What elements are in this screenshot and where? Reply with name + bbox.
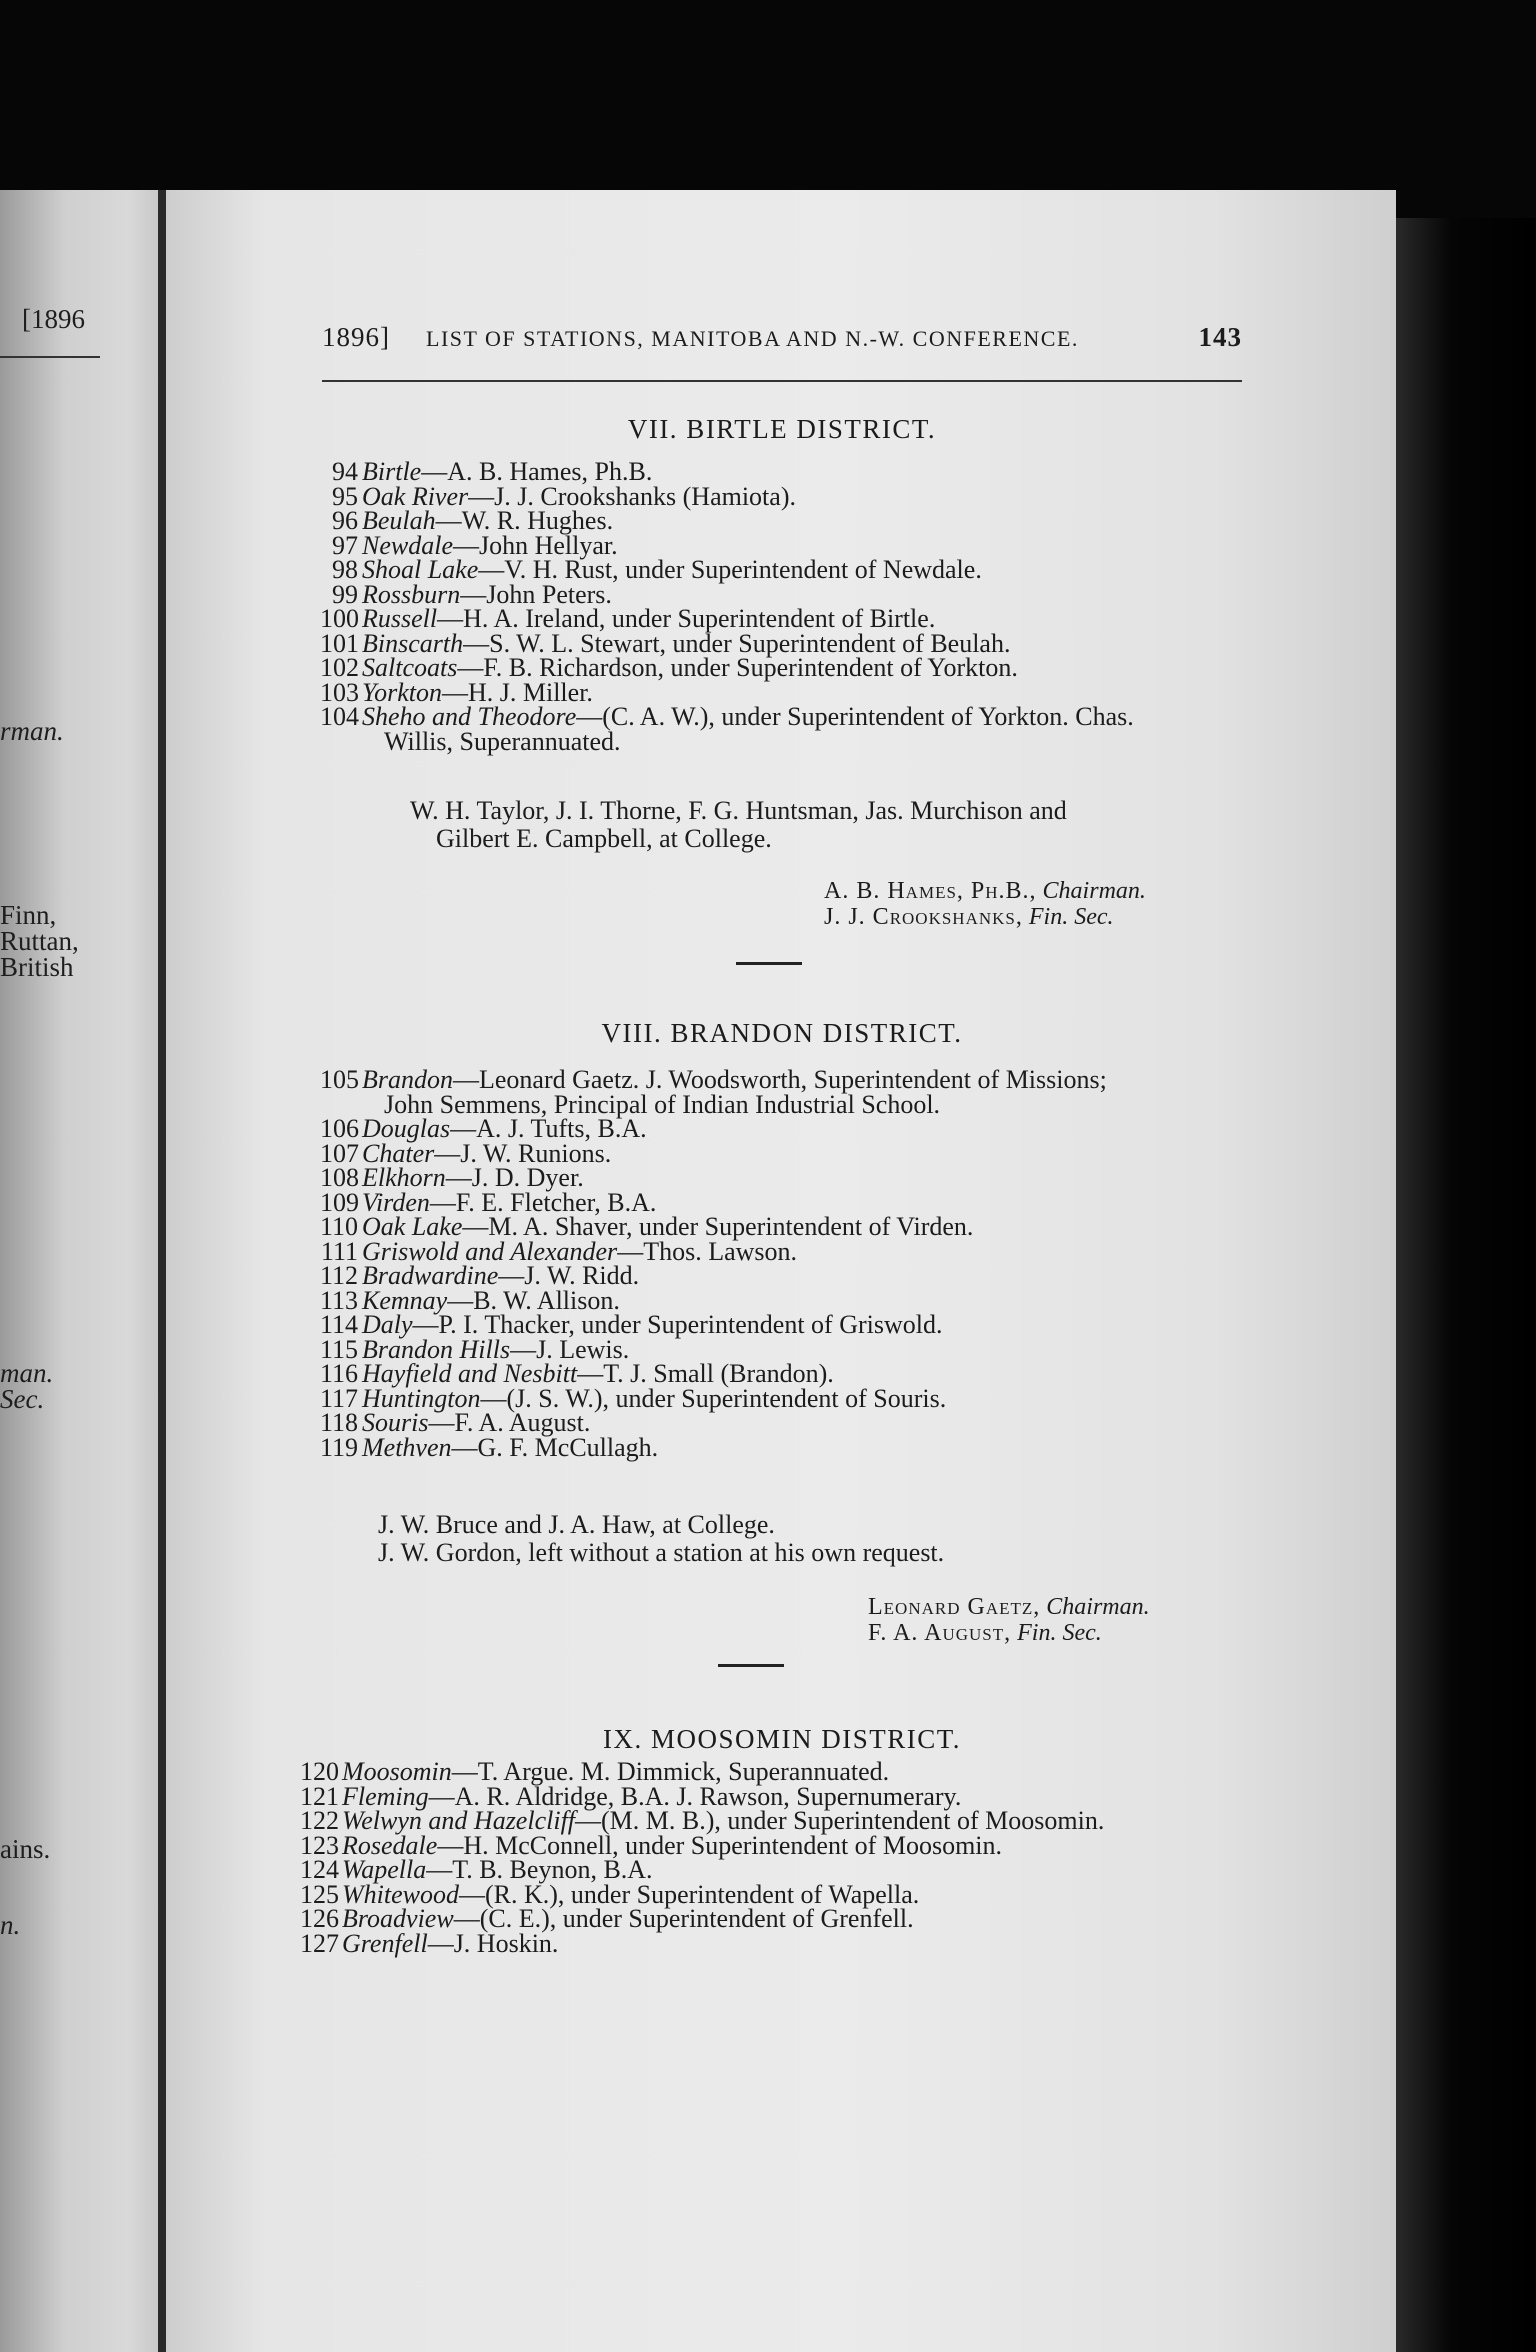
station-entry: 105 Brandon—Leonard Gaetz. J. Woodsworth, Superintendent of Missions; John Semmens, Principal of Indian Industrial School. [320,1065,1107,1119]
station-entry: 121 Fleming—A. R. Aldridge, B.A. J. Rawson, Supernumerary. [300,1781,962,1811]
station-list [320,1065,1250,1462]
district-title: VII. BIRTLE DISTRICT. [627,414,937,444]
station-entry: 119 Methven—G. F. McCullagh. [320,1432,659,1462]
station-entry: 94 Birtle—A. B. Hames, Ph.B. [332,457,653,486]
district-note: J. W. Gordon, left without a station at his own request. [378,1538,945,1567]
station-entry: 106 Douglas—A. J. Tufts, B.A. [320,1114,647,1143]
station-entry: 100 Russell—H. A. Ireland, under Superintendent of Birtle. [320,604,936,633]
district-note: Gilbert E. Campbell, at College. [436,824,772,853]
left-fragment: n. [0,1910,21,1940]
left-fragment: Ruttan, [0,926,79,956]
station-list [300,1757,1230,1958]
station-entry: 116 Hayfield and Nesbitt—T. J. Small (Brandon). [320,1359,834,1388]
station-entry: 97 Newdale—John Hellyar. [332,530,618,560]
running-head-year: 1896] [322,322,390,352]
station-entry: 114 Daly—P. I. Thacker, under Superintendent of Griswold. [320,1310,943,1339]
station-entry: 111 Griswold and Alexander—Thos. Lawson. [320,1236,798,1266]
left-fragment: Sec. [0,1384,45,1414]
section-divider [736,962,802,965]
station-entry: 103 Yorkton—H. J. Miller. [320,677,593,707]
district-note: W. H. Taylor, J. I. Thorne, F. G. Huntsman, Jas. Murchison and [410,796,1067,825]
station-entry: 123 Rosedale—H. McConnell, under Superintendent of Moosomin. [300,1830,1003,1860]
page-number: 143 [1198,322,1242,352]
page-edge-shadow [1396,218,1536,2352]
station-entry: 102 Saltcoats—F. B. Richardson, under Superintendent of Yorkton. [320,653,1018,682]
station-entry: 98 Shoal Lake—V. H. Rust, under Superintendent of Newdale. [332,555,982,584]
station-entry: 110 Oak Lake—M. A. Shaver, under Superintendent of Virden. [320,1212,974,1241]
station-entry: 124 Wapella—T. B. Beynon, B.A. [300,1855,653,1884]
section-divider [718,1664,784,1667]
station-entry: 125 Whitewood—(R. K.), under Superintendent of Wapella. [300,1879,920,1909]
station-entry: 115 Brandon Hills—J. Lewis. [320,1334,630,1364]
station-list [320,457,1250,756]
station-entry: 101 Binscarth—S. W. L. Stewart, under Superintendent of Beulah. [320,628,1011,658]
station-entry: 118 Souris—F. A. August. [320,1408,591,1437]
signer: Leonard Gaetz, Chairman. [868,1594,1150,1620]
station-entry: 107 Chater—J. W. Runions. [320,1138,612,1168]
station-entry: 95 Oak River—J. J. Crookshanks (Hamiota). [332,481,796,511]
left-fragment: man. [0,1358,54,1388]
district-title: VIII. BRANDON DISTRICT. [601,1018,963,1048]
left-page-header: [1896 [22,304,85,334]
station-entry: 117 Huntington—(J. S. W.), under Superintendent of Souris. [320,1383,947,1413]
district-note: J. W. Bruce and J. A. Haw, at College. [378,1510,775,1539]
station-entry: 113 Kemnay—B. W. Allison. [320,1285,620,1315]
station-entry: 99 Rossburn—John Peters. [332,579,612,609]
left-fragment: British [0,952,74,982]
left-page-rule [0,356,100,358]
book-gutter [158,190,166,2352]
header-rule [322,380,1242,382]
station-entry: 104 Sheho and Theodore—(C. A. W.), under Superintendent of Yorkton. Chas. Willis, Superannuated. [320,702,1134,756]
left-fragment: ains. [0,1834,51,1864]
left-page [0,190,160,2352]
station-entry: 127 Grenfell—J. Hoskin. [300,1928,559,1958]
station-entry: 108 Elkhorn—J. D. Dyer. [320,1163,584,1192]
running-head-title: LIST OF STATIONS, MANITOBA AND N.-W. CONFERENCE. [426,326,1079,351]
station-entry: 109 Virden—F. E. Fletcher, B.A. [320,1187,657,1217]
district-title: IX. MOOSOMIN DISTRICT. [602,1724,961,1754]
left-fragment: rman. [0,716,64,746]
left-fragment: Finn, [0,900,57,930]
signer: F. A. August, Fin. Sec. [868,1620,1102,1646]
signer: A. B. Hames, Ph.B., Chairman. [824,878,1146,904]
station-entry: 96 Beulah—W. R. Hughes. [332,506,614,535]
signer: J. J. Crookshanks, Fin. Sec. [824,904,1114,930]
station-entry: 122 Welwyn and Hazelcliff—(M. M. B.), under Superintendent of Moosomin. [300,1806,1105,1835]
station-entry: 126 Broadview—(C. E.), under Superintendent of Grenfell. [300,1904,914,1933]
station-entry: 120 Moosomin—T. Argue. M. Dimmick, Superannuated. [300,1757,890,1786]
station-entry: 112 Bradwardine—J. W. Ridd. [320,1261,640,1290]
